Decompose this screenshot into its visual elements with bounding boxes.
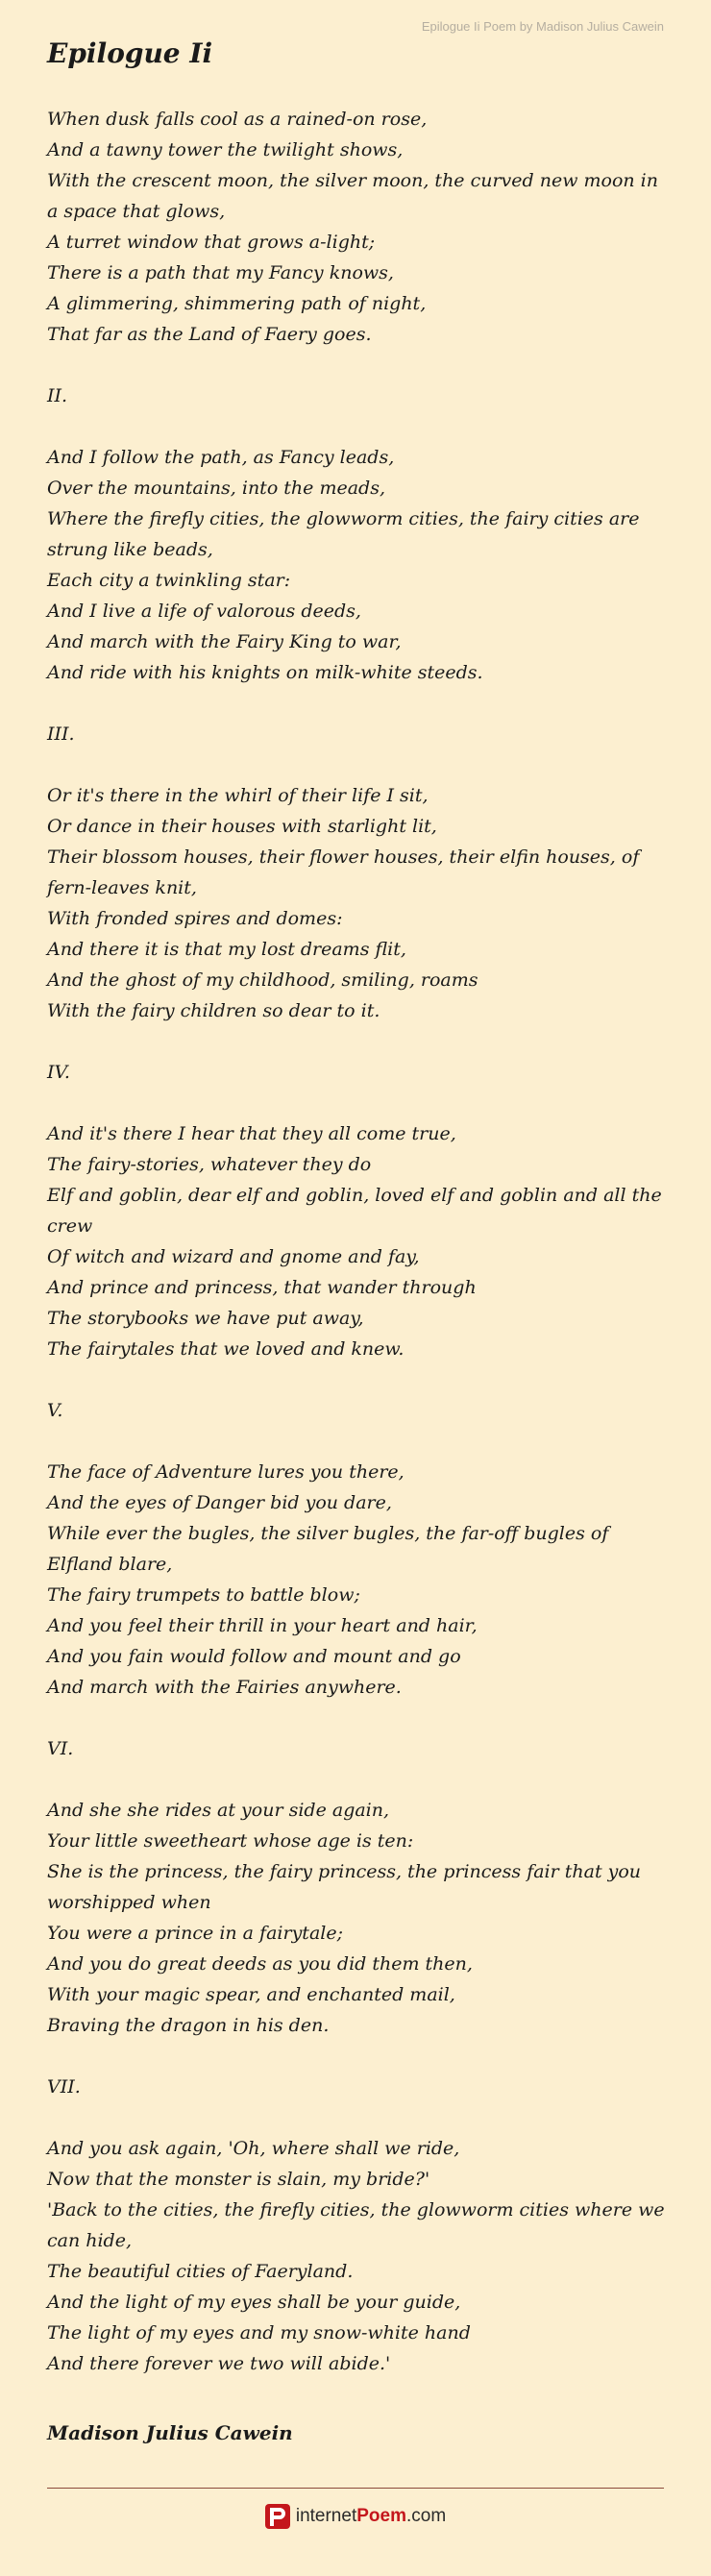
poem-line: That far as the Land of Faery goes. [47, 324, 372, 345]
poem-line: While ever the bugles, the silver bugles, the far-off bugles of Elfland blare, [47, 1523, 609, 1575]
poem-line: 'Back to the cities, the firefly cities, the glowworm cities where we can hide, [47, 2199, 665, 2251]
poem-line: And I follow the path, as Fancy leads, [47, 447, 395, 468]
poem-line: Elf and goblin, dear elf and goblin, loved elf and goblin and all the crew [47, 1185, 662, 1237]
poem-line: Braving the dragon in his den. [47, 2015, 330, 2036]
stanza [47, 780, 668, 1026]
poem-line: Of witch and wizard and gnome and fay, [47, 1246, 420, 1267]
poem-line: The face of Adventure lures you there, [47, 1461, 405, 1483]
poem-line: And she she rides at your side again, [47, 1800, 390, 1821]
stanza-heading: IV. [47, 1062, 70, 1083]
stanza [47, 442, 668, 688]
site-logo[interactable] [0, 2502, 711, 2531]
poem-line: She is the princess, the fairy princess, the princess fair that you worshipped when [47, 1861, 642, 1913]
poem-line: And it's there I hear that they all come true, [47, 1123, 456, 1144]
poem-line: And the ghost of my childhood, smiling, roams [47, 969, 478, 991]
poem-line: Their blossom houses, their flower houses, their elfin houses, of fern-leaves knit, [47, 846, 640, 898]
poem-line: And there it is that my lost dreams flit, [47, 939, 406, 960]
poem-line: The fairy-stories, whatever they do [47, 1154, 372, 1175]
stanza [47, 1118, 668, 1364]
header-credit: Epilogue Ii Poem by Madison Julius Cawein [421, 19, 664, 34]
poem-line: The fairytales that we loved and knew. [47, 1338, 405, 1360]
stanza [47, 2133, 668, 2379]
poem-line: With fronded spires and domes: [47, 908, 343, 929]
poem-title: Epilogue Ii [47, 37, 213, 69]
poem-line: You were a prince in a fairytale; [47, 1923, 343, 1944]
poem-line: And prince and princess, that wander through [47, 1277, 477, 1298]
stanza-heading: II. [47, 385, 68, 406]
poem-line: And you fain would follow and mount and go [47, 1646, 461, 1667]
stanza-heading: III. [47, 724, 75, 745]
stanza [47, 104, 668, 350]
poem-line: The storybooks we have put away, [47, 1308, 364, 1329]
stanza [47, 1795, 668, 2041]
stanza [47, 1457, 668, 1703]
logo-prefix: internet [295, 2506, 357, 2526]
poem-line: And the eyes of Danger bid you dare, [47, 1492, 392, 1513]
poem-line: And there forever we two will abide.' [47, 2353, 391, 2374]
poem-author[interactable]: Madison Julius Cawein [47, 2421, 293, 2444]
site-logo-text [296, 2506, 446, 2527]
stanza-heading: V. [47, 1400, 63, 1421]
stanza-heading: VI. [47, 1738, 74, 1759]
poem-line: Over the mountains, into the meads, [47, 478, 385, 499]
poem-line: Where the firefly cities, the glowworm cities, the fairy cities are strung like beads, [47, 508, 640, 560]
logo-suffix: .com [405, 2506, 447, 2526]
internetpoem-p-icon [265, 2504, 290, 2529]
stanza-heading: VII. [47, 2076, 81, 2098]
poem-line: Or dance in their houses with starlight lit, [47, 816, 437, 837]
poem-line: When dusk falls cool as a rained-on rose, [47, 109, 428, 130]
poem-line: Your little sweetheart whose age is ten: [47, 1830, 414, 1852]
poem-line: And you ask again, 'Oh, where shall we ride, [47, 2138, 460, 2159]
poem-line: And you do great deeds as you did them then, [47, 1953, 473, 1975]
poem-line: Now that the monster is slain, my bride?' [47, 2169, 430, 2190]
poem-body [47, 104, 668, 2410]
poem-line: With the fairy children so dear to it. [47, 1000, 380, 1021]
poem-line: Or it's there in the whirl of their life I sit, [47, 785, 429, 806]
poem-line: The light of my eyes and my snow-white hand [47, 2322, 471, 2343]
poem-line: And ride with his knights on milk-white steeds. [47, 662, 483, 683]
poem-line: And you feel their thrill in your heart and hair, [47, 1615, 478, 1636]
poem-line: And march with the Fairies anywhere. [47, 1677, 402, 1698]
poem-line: Each city a twinkling star: [47, 570, 291, 591]
poem-line: And the light of my eyes shall be your guide, [47, 2292, 461, 2313]
poem-line: And a tawny tower the twilight shows, [47, 139, 404, 160]
poem-line: A turret window that grows a-light; [47, 232, 376, 253]
poem-line: A glimmering, shimmering path of night, [47, 293, 427, 314]
logo-accent: Poem [356, 2506, 406, 2526]
poem-line: The fairy trumpets to battle blow; [47, 1584, 360, 1606]
poem-line: And I live a life of valorous deeds, [47, 601, 361, 622]
poem-line: There is a path that my Fancy knows, [47, 262, 394, 283]
poem-line: With the crescent moon, the silver moon, the curved new moon in a space that glows, [47, 170, 658, 222]
poem-line: With your magic spear, and enchanted mail, [47, 1984, 455, 2005]
footer-divider [47, 2488, 664, 2489]
poem-line: And march with the Fairy King to war, [47, 631, 402, 652]
poem-line: The beautiful cities of Faeryland. [47, 2261, 354, 2282]
